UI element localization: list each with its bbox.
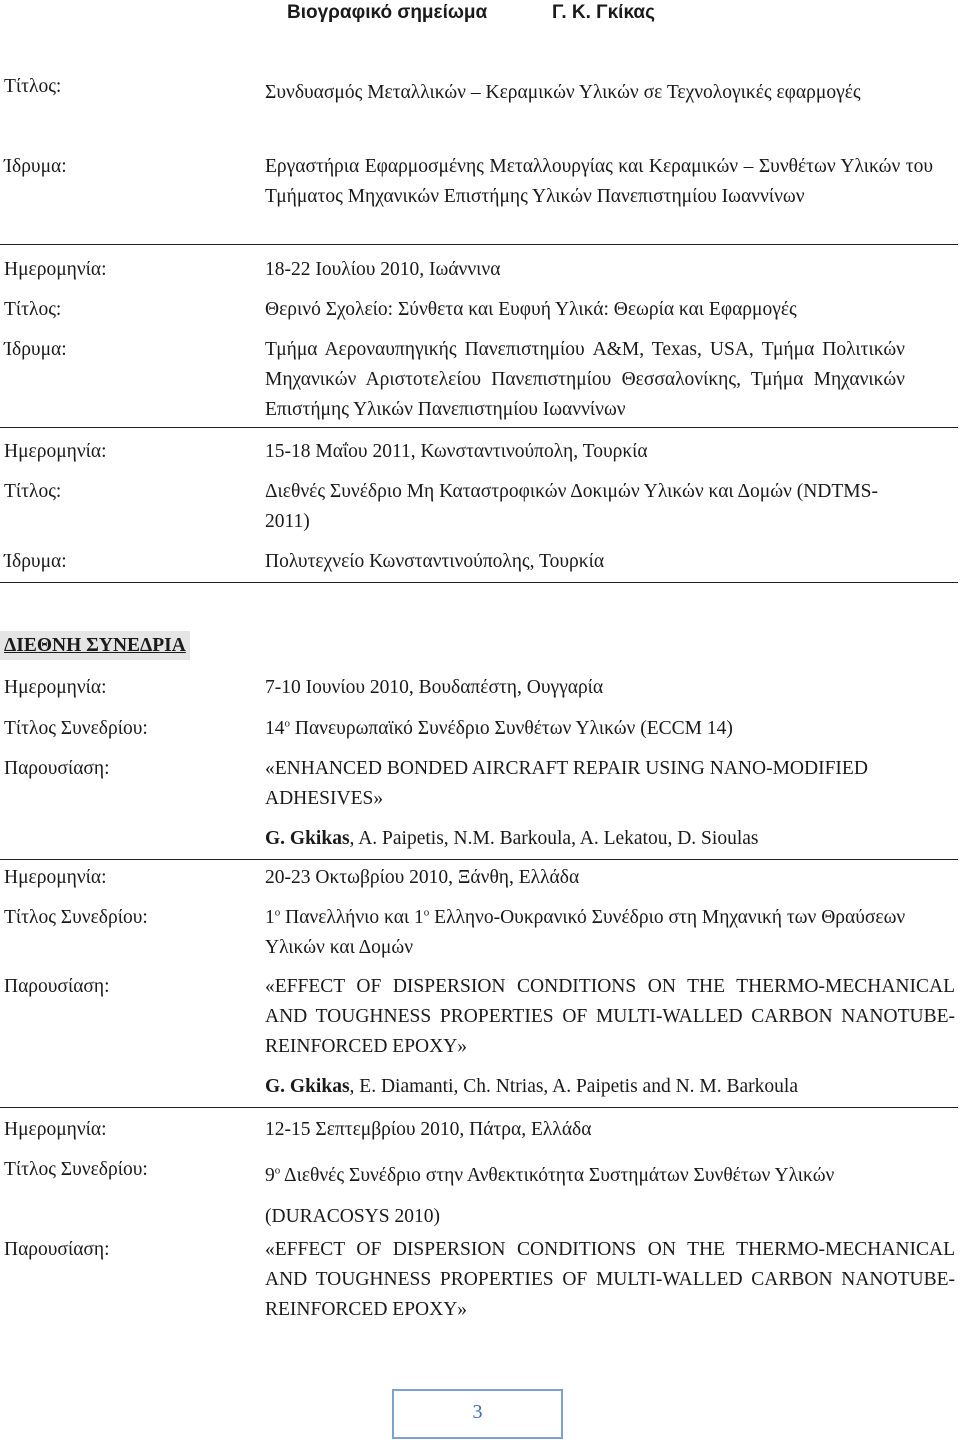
entry-value: Πολυτεχνείο Κωνσταντινούπολης, Τουρκία: [265, 551, 605, 572]
divider: [0, 427, 958, 428]
presentation-label: Παρουσίαση:: [4, 1239, 110, 1260]
title-label: Τίτλος Συνεδρίου:: [4, 907, 148, 928]
entry-value: 15-18 Μαΐου 2011, Κωνσταντινούπολη, Τουρκία: [265, 441, 648, 462]
author-name: Γ. Κ. Γκίκας: [552, 2, 655, 23]
authors: G. Gkikas, A. Paipetis, N.M. Barkoula, A. Lekatou, D. Sioulas: [265, 828, 759, 849]
title-label: Τίτλος Συνεδρίου:: [4, 1159, 148, 1180]
date-label: Ημερομηνία:: [4, 867, 107, 888]
divider: [0, 859, 958, 860]
entry-value: Συνδυασμός Μεταλλικών – Κεραμικών Υλικών σε Τεχνολογικές εφαρμογές: [265, 82, 861, 103]
presentation-label: Παρουσίαση:: [4, 976, 110, 997]
conference-title: $9^o$ Διεθνές Συνέδριο στην Ανθεκτικότητα Συστημάτων Συνθέτων Υλικών (DURACOSYS 2010): [265, 1164, 835, 1227]
divider: [0, 244, 958, 245]
page-number-box: [392, 1389, 563, 1439]
page-number: 3: [472, 1401, 483, 1423]
entry-label: Τίτλος:: [4, 481, 62, 502]
authors: G. Gkikas, E. Diamanti, Ch. Ntrias, A. Paipetis and N. M. Barkoula: [265, 1076, 798, 1097]
entry-label: Ίδρυμα:: [4, 156, 67, 177]
date-label: Ημερομηνία:: [4, 1119, 107, 1140]
entry-label: Ίδρυμα:: [4, 551, 67, 572]
entry-label: Τίτλος:: [4, 76, 62, 97]
conference-title: $14^o$ Πανευρωπαϊκό Συνέδριο Συνθέτων Υλικών (ECCM 14): [265, 717, 733, 739]
entry-label: Τίτλος:: [4, 299, 62, 320]
conference-date: 7-10 Ιουνίου 2010, Βουδαπέστη, Ουγγαρία: [265, 677, 604, 698]
page-header: [0, 0, 960, 32]
presentation-title: «ENHANCED BONDED AIRCRAFT REPAIR USING NANO-MODIFIED ADHESIVES»: [265, 758, 868, 809]
entry-value: Διεθνές Συνέδριο Μη Καταστροφικών Δοκιμών Υλικών και Δομών (NDTMS-2011): [265, 481, 878, 532]
entry-value: 18-22 Ιουλίου 2010, Ιωάννινα: [265, 259, 501, 280]
divider: [0, 582, 958, 583]
entry-value: Θερινό Σχολείο: Σύνθετα και Ευφυή Υλικά: Θεωρία και Εφαρμογές: [265, 299, 797, 320]
conference-title: $1^o$ Πανελλήνιο και $1^o$ Ελληνο-Ουκρανικό Συνέδριο στη Μηχανική των Θραύσεων Υλικών και Δομών: [265, 906, 906, 958]
divider: [0, 1107, 958, 1108]
document-title: Βιογραφικό σημείωμα: [287, 2, 488, 23]
entry-label: Ημερομηνία:: [4, 441, 107, 462]
entry-value: Εργαστήρια Εφαρμοσμένης Μεταλλουργίας και Κεραμικών – Συνθέτων Υλικών του Τμήματος Μηχανικών Επιστήμης Υλικών Πανεπιστημίου Ιωαννίνων: [265, 156, 933, 207]
entry-label: Ημερομηνία:: [4, 259, 107, 280]
section-heading: ΔΙΕΘΝΗ ΣΥΝΕΔΡΙΑ: [0, 631, 190, 660]
conference-date: 20-23 Οκτωβρίου 2010, Ξάνθη, Ελλάδα: [265, 867, 580, 888]
presentation-title: «EFFECT OF DISPERSION CONDITIONS ON THE THERMO-MECHANICAL AND TOUGHNESS PROPERTIES OF MULTI-WALLED CARBON NANOTUBE-REINFORCED EPOXY»: [265, 1239, 955, 1320]
date-label: Ημερομηνία:: [4, 677, 107, 698]
presentation-label: Παρουσίαση:: [4, 758, 110, 779]
presentation-title: «EFFECT OF DISPERSION CONDITIONS ON THE THERMO-MECHANICAL AND TOUGHNESS PROPERTIES OF MULTI-WALLED CARBON NANOTUBE-REINFORCED EPOXY»: [265, 976, 955, 1057]
entry-value: Τμήμα Αεροναυπηγικής Πανεπιστημίου A&M, Texas, USA, Τμήμα Πολιτικών Μηχανικών Αριστοτελείου Πανεπιστημίου Θεσσαλονίκης, Τμήμα Μηχανικών Επιστήμης Υλικών Πανεπιστημίου Ιωαννίνων: [265, 339, 905, 420]
entry-label: Ίδρυμα:: [4, 339, 67, 360]
conference-date: 12-15 Σεπτεμβρίου 2010, Πάτρα, Ελλάδα: [265, 1119, 592, 1140]
title-label: Τίτλος Συνεδρίου:: [4, 718, 148, 739]
